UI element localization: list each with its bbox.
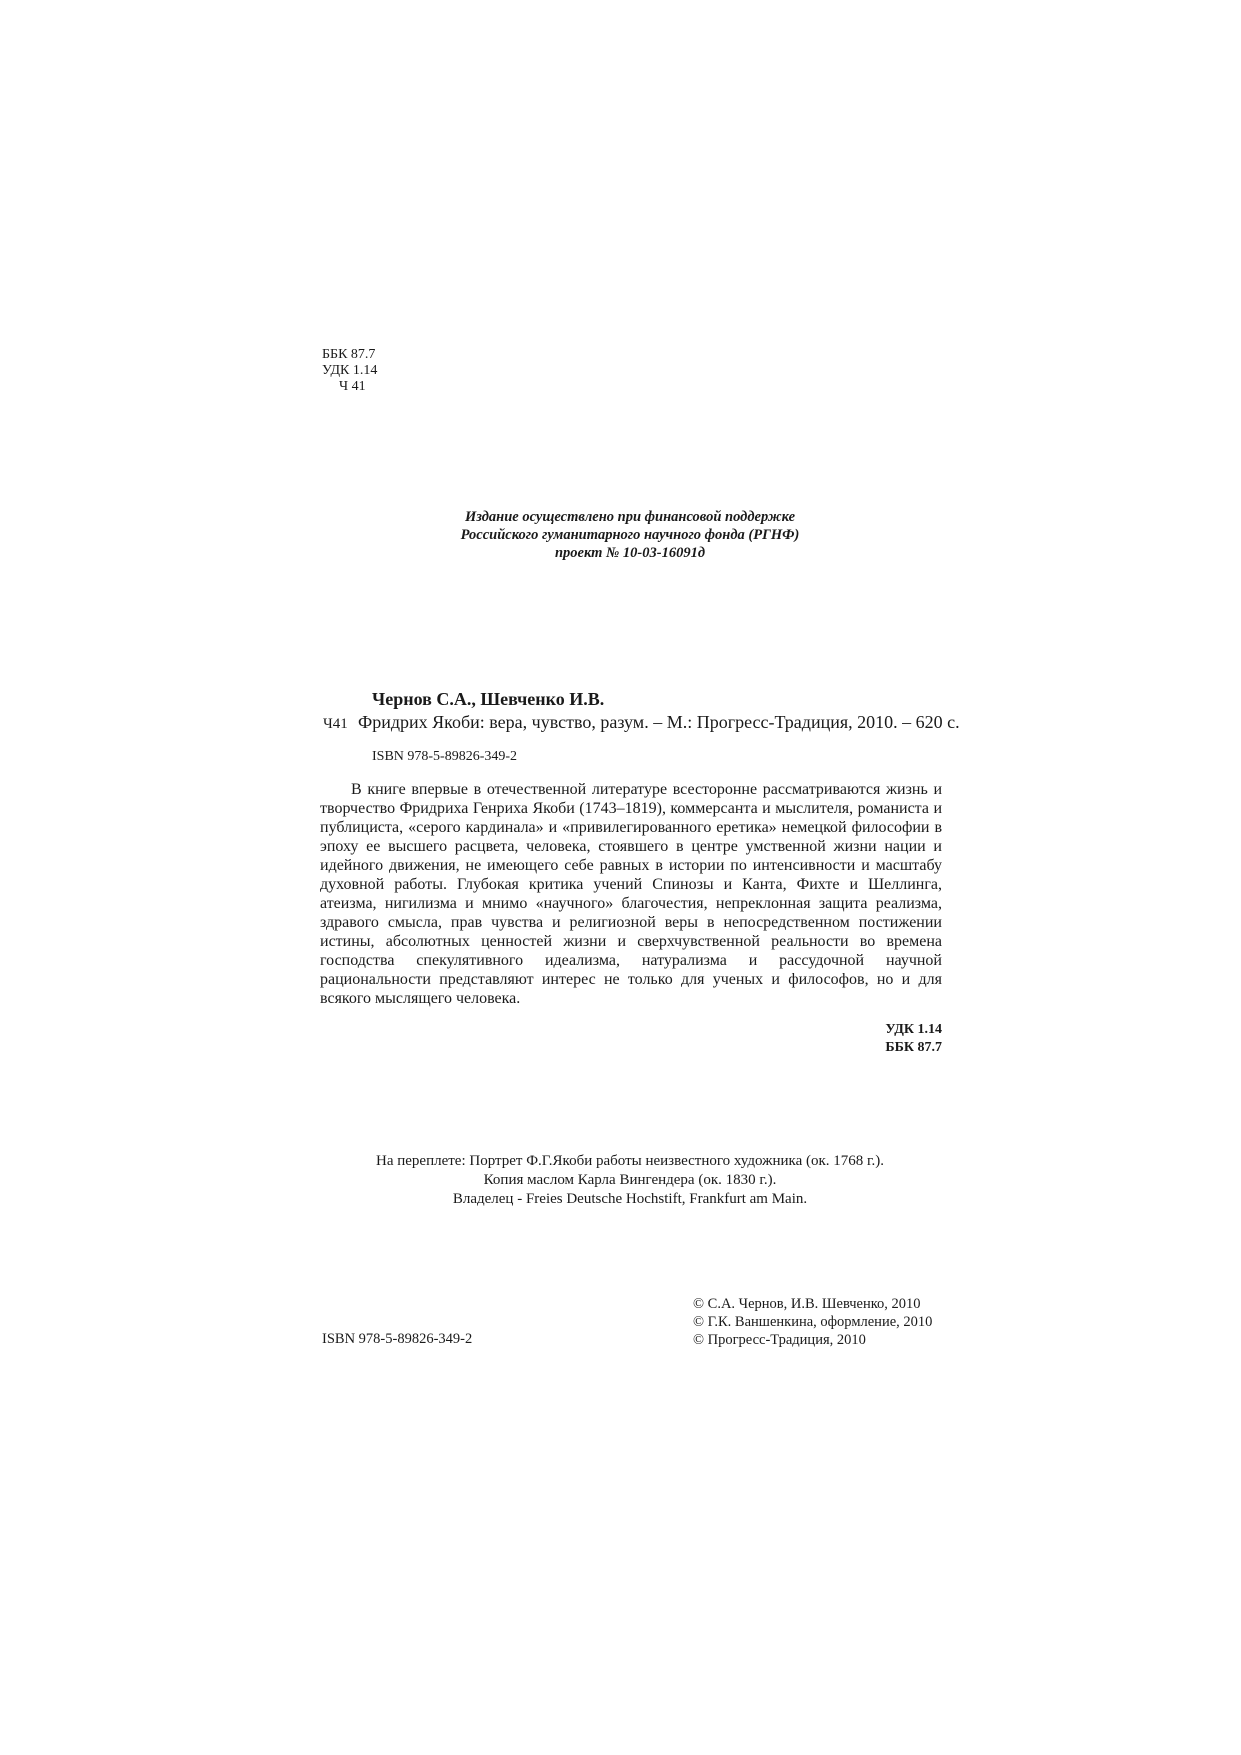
- isbn-top: ISBN 978-5-89826-349-2: [372, 749, 518, 764]
- copyright-line-3: © Прогресс-Традиция, 2010: [693, 1332, 866, 1348]
- author-code: Ч41: [323, 716, 348, 732]
- udk-right: УДК 1.14: [885, 1022, 942, 1037]
- authors-heading: Чернов С.А., Шевченко И.В.: [372, 689, 605, 709]
- isbn-bottom: ISBN 978-5-89826-349-2: [322, 1331, 473, 1347]
- bbk-right: ББК 87.7: [885, 1040, 942, 1055]
- funding-note: [330, 508, 930, 562]
- cover-line-3: Владелец - Freies Deutsche Hochstift, Frankfurt am Main.: [452, 1191, 808, 1207]
- copyright-line-1: © С.А. Чернов, И.В. Шевченко, 2010: [693, 1296, 921, 1312]
- abstract-text: В книге впервые в отечественной литературе всесторонне рассматриваются жизнь и творчество Фридриха Генриха Якоби (1743–1819), коммерсанта и мыслителя, романиста и публициста, «серого кардинала» и «привилегированного еретика» немецкой философии в эпоху ее высшего расцвета, человека, стоявшего в центре умственной жизни нации и идейного движения, не имеющего себе равных в истории по интенсивности и масштабу духовной работы. Глубокая критика учений Спинозы и Канта, Фихте и Шеллинга, атеизма, нигилизма и мнимо «научного» благочестия, непреклонная защита реализма, здравого смысла, прав чувства и религиозной веры в непосредственном постижении истины, абсолютных ценностей жизни и сверхчувственной реальности во времена господства спекулятивного идеализма, натурализма и рассудочной научной рациональности представляют интерес не только для ученых и философов, но и для всякого мыслящего человека.: [320, 781, 942, 1007]
- classification-block: [322, 347, 377, 395]
- codes-right: [800, 1021, 942, 1057]
- funding-line-3: проект № 10-03-16091д: [554, 545, 706, 561]
- funding-line-2: Российского гуманитарного научного фонда (РГНФ): [460, 527, 800, 543]
- funding-line-1: Издание осуществлено при финансовой поддержке: [464, 509, 796, 525]
- abstract: [320, 780, 942, 1008]
- cover-line-2: Копия маслом Карла Вингендера (ок. 1830 г.).: [483, 1172, 777, 1188]
- cover-line-1: На переплете: Портрет Ф.Г.Якоби работы неизвестного художника (ок. 1768 г.).: [375, 1153, 884, 1169]
- copyright-line-2: © Г.К. Ваншенкина, оформление, 2010: [693, 1314, 933, 1330]
- cover-note: [330, 1152, 930, 1209]
- udk-code: УДК 1.14: [322, 363, 378, 378]
- citation-line: Фридрих Якоби: вера, чувство, разум. – М.: Прогресс-Традиция, 2010. – 620 с.: [358, 712, 960, 732]
- author-mark: Ч 41: [339, 379, 366, 394]
- copyright-block: [693, 1295, 932, 1349]
- bbk-code: ББК 87.7: [322, 347, 376, 362]
